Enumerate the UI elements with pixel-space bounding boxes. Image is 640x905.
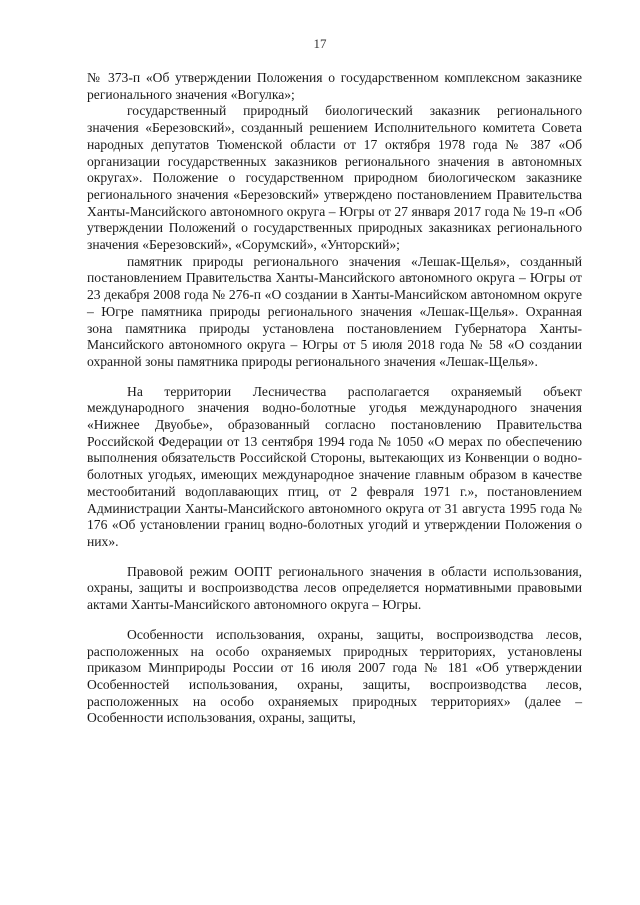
document-body [87,70,582,727]
paragraph-leshak-shchelya: памятник природы регионального значения «Лешак-Щелья», созданный постановлением Правительства Ханты-Мансийского автономного округа – Югры от 23 декабря 2008 года № 276-п «О создании в Ханты-Мансийском автономном округе – Югре памятника природы регионального значения «Лешак-Щелья». Охранная зона памятника природы установлена постановлением Губернатора Ханты-Мансийского автономного округа – Югры от 5 июля 2018 года № 58 «О создании охранной зоны памятника природы регионального значения «Лешак-Щелья». [87,253,582,369]
paragraph-berezovsky-reserve: государственный природный биологический заказник регионального значения «Березовский», созданный решением Исполнительного комитета Совета народных депутатов Тюменской области от 17 октября 1978 года № 387 «Об организации государственных заказников регионального значения в автономных округах». Положение о государственном природном биологическом заказнике регионального значения «Березовский» утверждено постановлением Правительства Ханты-Мансийского автономного округа – Югры от 27 января 2017 года № 19-п «Об утверждении Положений о государственных природных заказниках регионального значения «Березовский», «Сорумский», «Унторский»; [87,103,582,253]
paragraph-forest-use-specifics: Особенности использования, охраны, защиты, воспроизводства лесов, расположенных на особо охраняемых природных территориях, установлены приказом Минприроды России от 16 июля 2007 года № 181 «Об утверждении Особенностей использования, охраны, защиты, воспроизводства лесов, расположенных на особо охраняемых природных территориях» (далее – Особенности использования, охраны, защиты, [87,626,582,726]
paragraph-vogulka-continuation: № 373-п «Об утверждении Положения о государственном комплексном заказнике регионального значения «Вогулка»; [87,70,582,102]
paragraph-legal-regime: Правовой режим ООПТ регионального значения в области использования, охраны, защиты и воспроизводства лесов определяется нормативными правовыми актами Ханты-Мансийского автономного округа – Югры. [87,563,582,613]
paragraph-nizhnee-dvuobye: На территории Лесничества располагается охраняемый объект международного значения водно-болотные угодья международного значения «Нижнее Двуобье», образованный согласно постановлению Правительства Российской Федерации от 13 сентября 1994 года № 1050 «О мерах по обеспечению выполнения обязательств Российской Стороны, вытекающих из Конвенции о водно-болотных угодьях, имеющих международное значение главным образом в качестве местообитаний водоплавающих птиц, от 2 февраля 1971 г.», постановлением Администрации Ханты-Мансийского автономного округа от 31 августа 1995 года № 176 «Об установлении границ водно-болотных угодий и утверждении Положения о них». [87,383,582,549]
page-number: 17 [313,36,327,51]
